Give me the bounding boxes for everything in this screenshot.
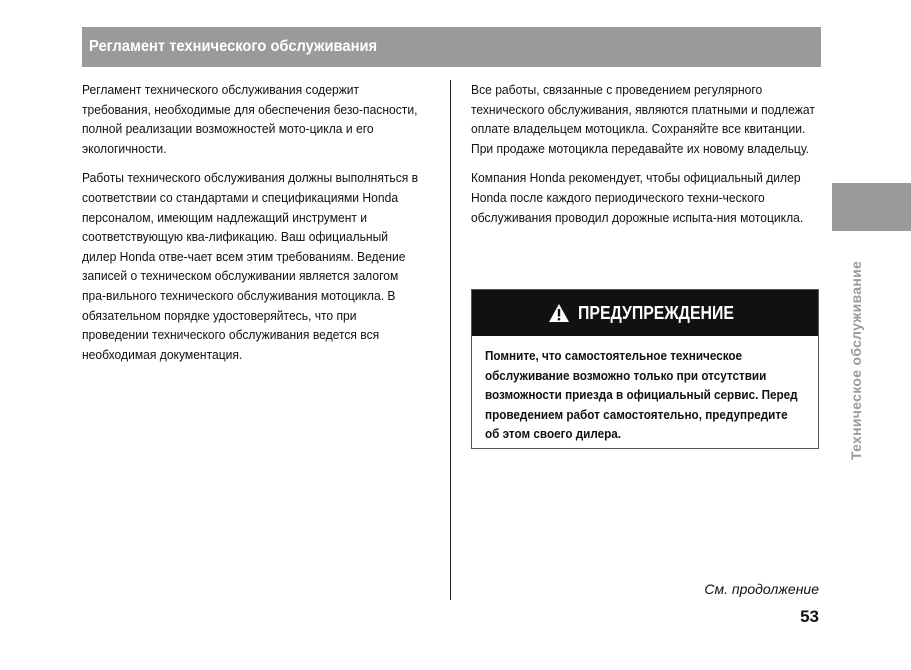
side-section-label: Техническое обслуживание xyxy=(848,260,864,460)
warning-header xyxy=(472,290,818,336)
section-header-bar xyxy=(82,27,821,67)
continued-note: См. продолжение xyxy=(704,581,819,597)
right-column xyxy=(471,80,820,237)
warning-triangle-icon xyxy=(548,303,570,323)
warning-title: ПРЕДУПРЕЖДЕНИЕ xyxy=(578,302,735,323)
page-number: 53 xyxy=(800,607,819,626)
left-column xyxy=(82,80,423,374)
left-paragraph-1: Регламент технического обслуживания содержит требования, необходимые для обеспечения безо-пасности, полной реализации возможностей мото-цикла и его экологичности. xyxy=(82,82,418,156)
side-tab-marker xyxy=(832,183,911,231)
warning-text: Помните, что самостоятельное техническое обслуживание возможно только при отсутствии возможности приезда в официальный сервис. Перед проведением работ самостоятельно, предупредите об этом своего дилера. xyxy=(485,348,798,442)
right-paragraph-1: Все работы, связанные с проведением регулярного технического обслуживания, являются платными и подлежат оплате владельцем мотоцикла. Сохраняйте все квитанции. При продаже мотоцикла передавайте их новому владельцу. xyxy=(471,82,815,156)
column-divider xyxy=(450,80,451,600)
right-paragraph-2: Компания Honda рекомендует, чтобы официальный дилер Honda после каждого периодического техни-ческого обслуживания проводил дорожные испыта-ния мотоцикла. xyxy=(471,170,804,225)
section-title: Регламент технического обслуживания xyxy=(89,38,378,55)
warning-box xyxy=(471,289,819,449)
left-paragraph-2: Работы технического обслуживания должны выполняться в соответствии со стандартами и спецификациями Honda персоналом, имеющим надлежащий инструмент и соответствующую ква-лификацию. Ваш официальный дилер Honda отве-чает всем этим требованиям. Ведение записей о техническом обслуживании является залогом пра-вильного технического обслуживания мотоцикла. В обязательном порядке удостоверяйтесь, что при проведении технического обслуживания ведется вся необходимая документация. xyxy=(82,170,419,362)
